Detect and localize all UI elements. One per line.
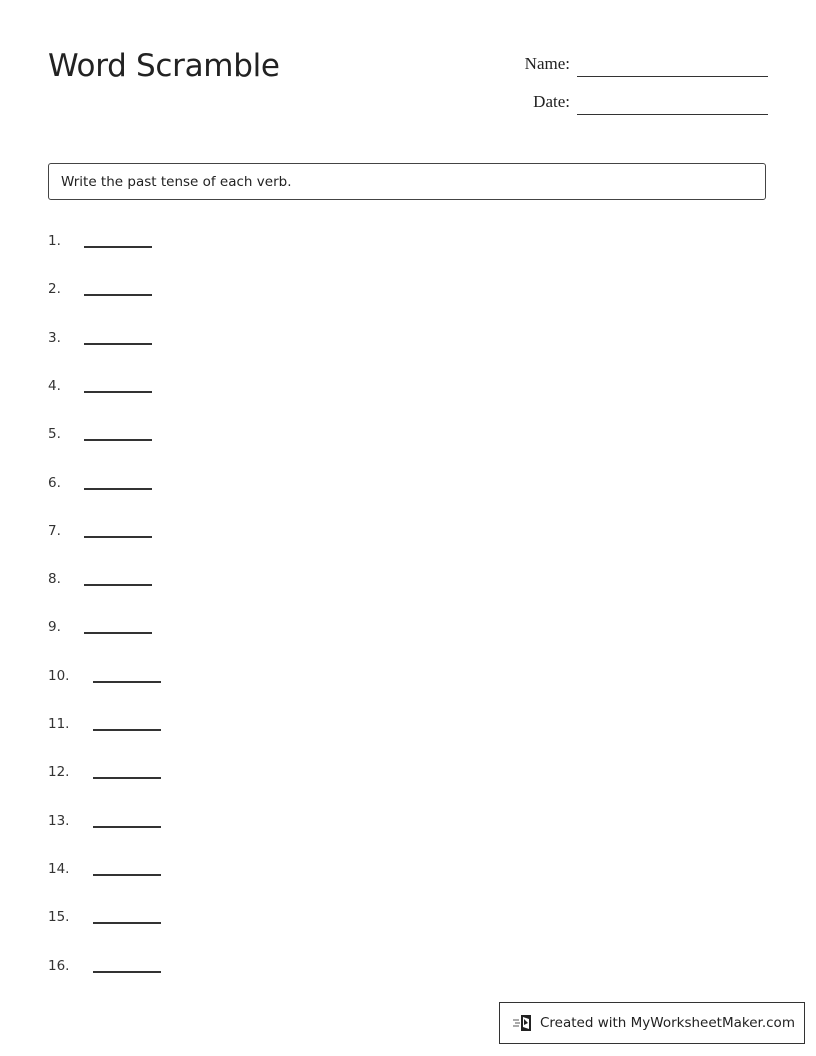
footer-text: Created with MyWorksheetMaker.com xyxy=(540,1015,795,1031)
item-number: 16. xyxy=(48,957,70,974)
item-number: 6. xyxy=(48,474,61,491)
answer-blank[interactable] xyxy=(93,971,161,973)
item-number: 11. xyxy=(48,716,70,732)
instructions-box: Write the past tense of each verb. xyxy=(48,163,766,200)
item-number: 12. xyxy=(48,764,70,781)
item-number: 15. xyxy=(48,909,70,926)
answer-blank[interactable] xyxy=(84,439,152,441)
item-number: 9. xyxy=(48,619,61,636)
date-label: Date: xyxy=(533,92,570,111)
worksheet-logo-icon xyxy=(512,1013,534,1033)
item-number: 2. xyxy=(48,281,61,298)
worksheet-title: Word Scramble xyxy=(48,48,280,84)
item-number: 10. xyxy=(48,667,70,684)
item-number: 1. xyxy=(48,233,61,249)
item-number: 14. xyxy=(48,860,70,877)
answer-blank[interactable] xyxy=(93,874,161,876)
item-number: 3. xyxy=(48,329,61,346)
answer-blank[interactable] xyxy=(84,536,152,538)
answer-blank[interactable] xyxy=(93,729,161,731)
answer-blank[interactable] xyxy=(93,777,161,779)
answer-blank[interactable] xyxy=(84,343,152,345)
date-field xyxy=(500,92,570,116)
name-label: Name: xyxy=(524,54,570,73)
item-number: 7. xyxy=(48,522,61,539)
name-input-line[interactable] xyxy=(577,76,768,77)
name-field xyxy=(500,54,570,78)
answer-blank[interactable] xyxy=(84,246,152,248)
item-number: 8. xyxy=(48,571,61,588)
answer-blank[interactable] xyxy=(84,632,152,634)
answer-blank[interactable] xyxy=(93,681,161,683)
answer-blank[interactable] xyxy=(84,391,152,393)
date-input-line[interactable] xyxy=(577,114,768,115)
answer-blank[interactable] xyxy=(84,584,152,586)
answer-blank[interactable] xyxy=(84,294,152,296)
item-number: 5. xyxy=(48,426,61,443)
item-number: 4. xyxy=(48,377,61,394)
answer-blank[interactable] xyxy=(93,826,161,828)
item-number: 13. xyxy=(48,812,70,829)
answer-blank[interactable] xyxy=(93,922,161,924)
answer-blank[interactable] xyxy=(84,488,152,490)
footer-credit[interactable] xyxy=(499,1002,805,1044)
